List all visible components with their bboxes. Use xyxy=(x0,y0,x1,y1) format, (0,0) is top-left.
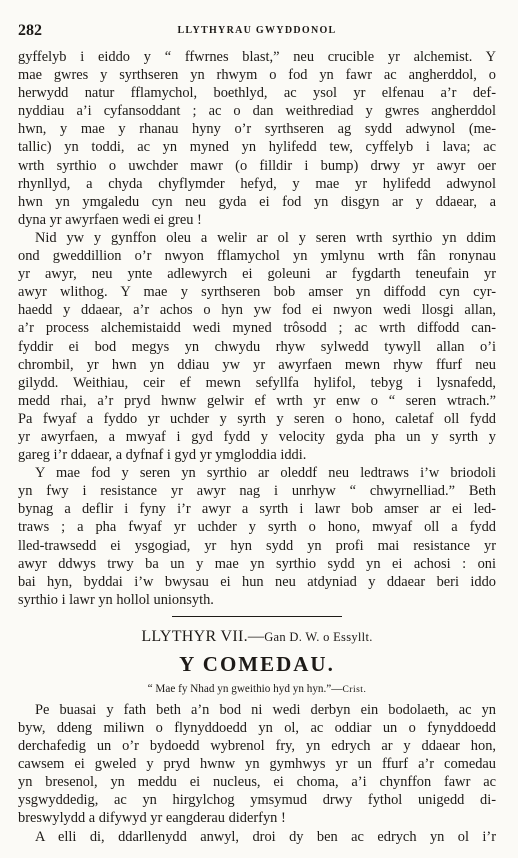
text-line: herwydd natur fflamychol, boethlyd, ac ysol yr elfenau a’r def- xyxy=(18,85,496,102)
text-line: hwn, y mae y rhanau hyny o’r syrthseren ag sydd adwynol (me- xyxy=(18,121,496,138)
text-line: ond gweddillion o’r nwyon fflamychol yn ymlynu wrth fân ronynau xyxy=(18,248,496,265)
text-line: Pe buasai y fath beth a’n bod ni wedi derbyn ein bodolaeth, ac yn xyxy=(35,701,496,718)
text-line: A elli di, ddarllenydd anwyl, droi dy ben ac edrych yn ol i’r xyxy=(35,828,496,845)
text-line: yn fwy i resistance yr awyr nag i unrhyw “ chwyrnelliad.” Beth xyxy=(18,483,496,500)
text-line: gilydd. Weithiau, ceir ef mewn sefyllfa hylifol, tebyg i lysnafedd, xyxy=(18,374,496,391)
text-line: yn bresenol, yn meddu ei nucleus, ei choma, a’i chynffon fawr ac xyxy=(18,774,496,791)
paragraph xyxy=(18,828,496,846)
page-number: 282 xyxy=(18,22,42,39)
paragraph xyxy=(18,48,496,229)
text-line: byw, ddeng miliwn o flynyddoedd yn ol, ac oddiar un o fynyddoedd xyxy=(18,720,496,736)
text-line: traws ; a pha fwyaf yr uchder y syrth o hono, mwyaf oll a fydd xyxy=(18,519,496,536)
body-text xyxy=(18,48,496,846)
epigraph-quote: “ Mae fy Nhad yn gweithio hyd yn hyn.”— xyxy=(147,682,343,695)
text-line: yr awyrfaen, a mwyaf i gyd fydd y velocity gyda pha un y syrth y xyxy=(18,428,496,445)
paragraph xyxy=(18,464,496,609)
text-line: bynag a deflir i fyny i’r awyr a syrth i lawr bob amser ar ei led- xyxy=(18,501,496,518)
text-line: a’r process alchemistaidd wedi myned trôsodd ; ac wrth diffodd can- xyxy=(18,320,496,337)
text-line: gyffelyb i eiddo y “ ffwrnes blast,” neu crucible yr alchemist. Y xyxy=(18,49,496,65)
article-title: Y COMEDAU. xyxy=(179,651,335,676)
letter-heading-main: LLYTHYR VII.— xyxy=(141,627,265,645)
text-line: Y mae fod y seren yn syrthio ar oleddf neu ledtraws i’w briodoli xyxy=(35,465,496,482)
text-line: nyddiau a’i cyfansoddant ; ac o dan weithrediad y gwres angherddol xyxy=(18,103,496,120)
text-line: bai hyn, byddai i’w bwysau ei hun neu atdyniad y ddaear beri iddo xyxy=(18,573,496,590)
paragraph xyxy=(18,229,496,464)
text-line: haedd y ddaear, a’r achos o hyn yw fod ei nwyon wedi llosgi allan, xyxy=(18,302,496,319)
bottom-paragraphs xyxy=(18,701,496,846)
text-line: ysgwyddedig, ac yn hirgylchog ymsymud drwy fythol unigedd di- xyxy=(18,792,496,809)
epigraph-source: Crist. xyxy=(342,684,367,695)
text-line: syrthio i lawr yn hollol unionsyth. xyxy=(18,591,214,608)
text-line: rhynllyd, a chyda chyflymder hefyd, y mae yr hylifedd adwynol xyxy=(18,175,496,192)
text-line: hwn yn ymgaledu cyn neu gyda ei fod yn disgyn ar y ddaear, a xyxy=(18,193,496,210)
text-line: wrth syrthio o uwchder mawr (o filldir i bump) drwy yr awyr oer xyxy=(18,157,496,174)
text-line: cawsem ei gweled y pryd hwnw yn gymhwys yr un ffurf a’r comedau xyxy=(18,756,496,773)
text-line: chrombil, yr hwn yn ddiau yw yr awyrfaen mewn rhyw ffurf neu xyxy=(18,356,496,373)
text-line: awyr wlithog. Y mae y syrthseren bob amser yn diffodd cyn cyr- xyxy=(18,284,496,301)
text-line: medd rhai, a’r pryd hwnw gelwir ef wrth yr enw o “ seren wtrach.” xyxy=(18,392,496,409)
text-line: yr awyr, neu ynte adlewyrch ei goleuni ar fygdarth teneufain yr xyxy=(18,266,496,283)
top-paragraphs xyxy=(18,48,496,609)
text-line: tallic) yn toddi, ac yn myned yn hylifedd tew, cyffelyb i lava; ac xyxy=(18,139,496,156)
text-line: mae gwres y syrthseren yn rhwym o fod yn fawr ac angherddol, o xyxy=(18,67,496,84)
running-head xyxy=(18,22,496,40)
text-line: lled-trawsedd ei ysgogiad, yr hyn sydd yn profi mai resistance yr xyxy=(18,537,496,554)
running-title: LLYTHYRAU GWYDDONOL xyxy=(177,25,337,36)
text-line: Nid yw y gynffon oleu a welir ar ol y seren wrth syrthio yn ddim xyxy=(35,229,496,246)
text-line: gareg i’r ddaear, a dyfnaf i gyd yr ymgloddia iddi. xyxy=(18,447,307,464)
text-line: fyddir ei bod megys yn chwydu rhyw sylwedd tywyll allan o’i xyxy=(18,338,496,355)
section-divider xyxy=(172,616,342,617)
letter-heading-byline: Gan D. W. o Essyllt. xyxy=(264,629,373,644)
epigraph xyxy=(18,679,496,701)
text-line: breswylydd a difywyd yr eangderau diderfyn ! xyxy=(18,810,286,827)
letter-heading xyxy=(18,625,496,649)
text-line: derchafedig un o’r bydoedd wybrenol fry, yn edrych ar y ddaear hon, xyxy=(18,738,496,755)
paragraph xyxy=(18,701,496,828)
text-line: dyna yr awyrfaen wedi ei greu ! xyxy=(18,211,202,228)
text-line: awyr ddwys trwy ba un y mae yn syrthio sydd yn ei achosi : oni xyxy=(18,555,496,572)
text-line: Pa fwyaf a fyddo yr uchder y syrth y seren o hono, caletaf oll fydd xyxy=(18,410,496,427)
